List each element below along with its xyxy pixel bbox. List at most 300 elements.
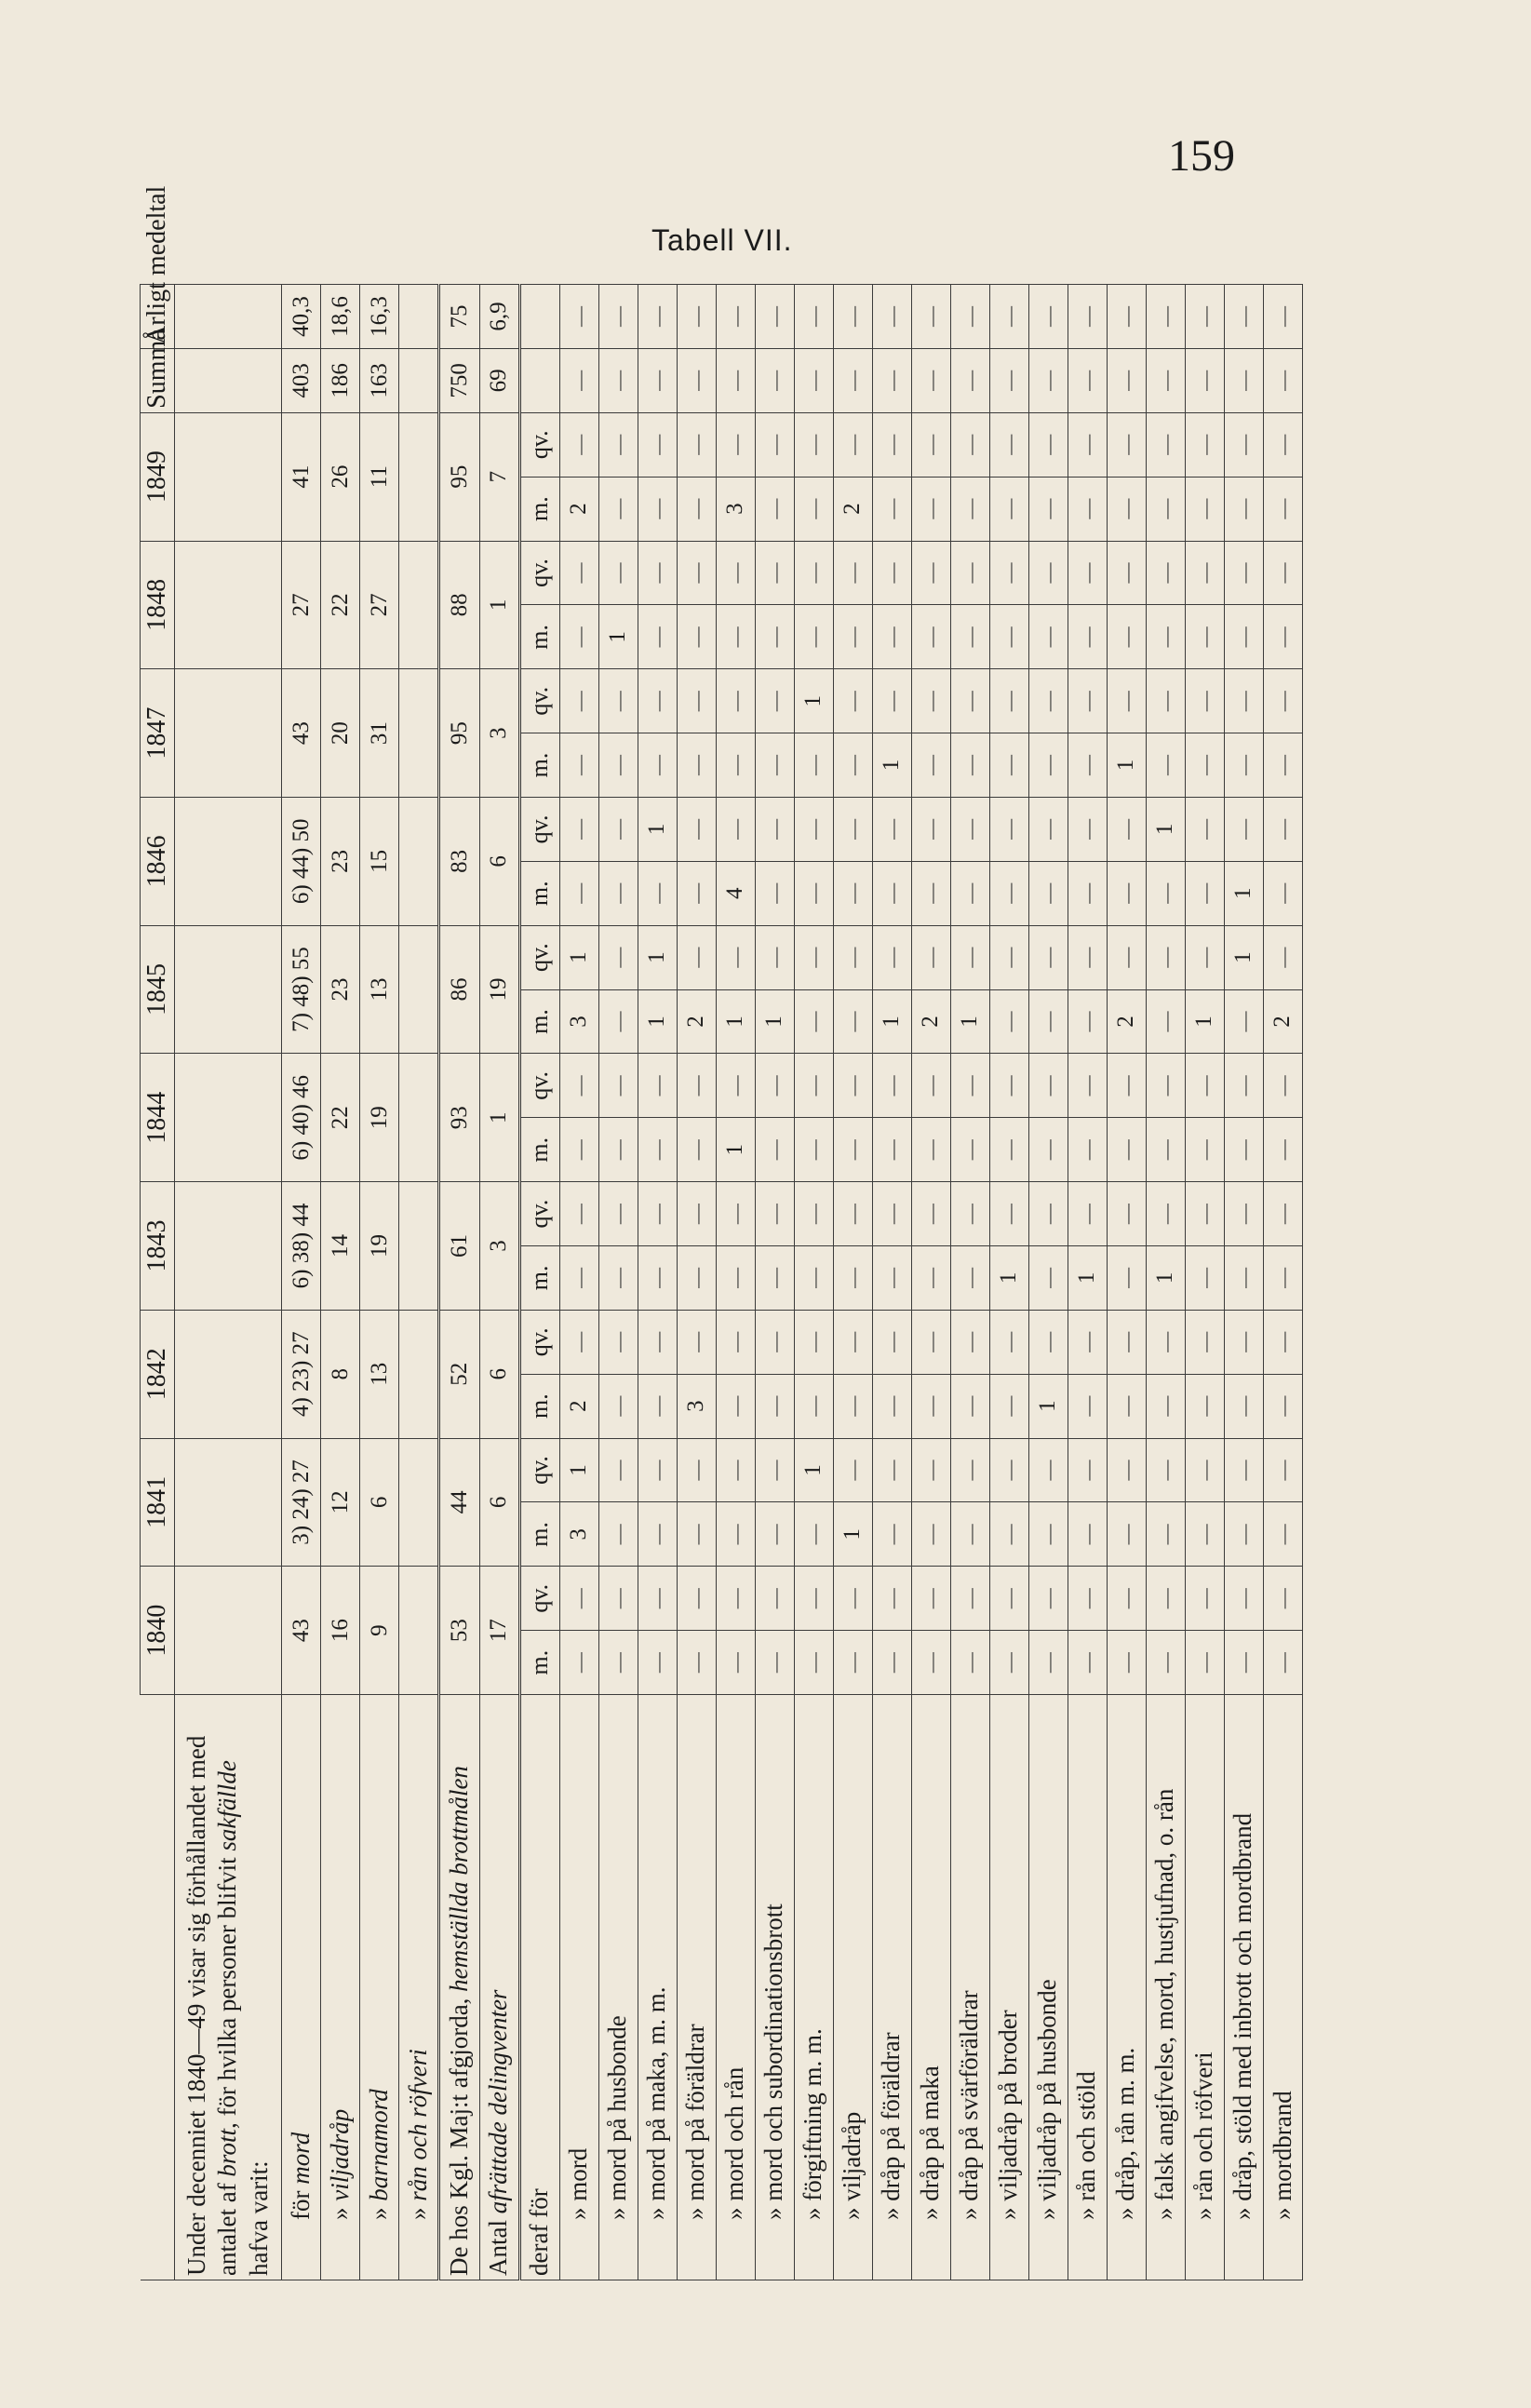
value-cell <box>399 1567 439 1695</box>
male-value: — <box>1028 733 1068 798</box>
male-value: — <box>1185 1631 1224 1695</box>
female-value: — <box>677 541 716 605</box>
male-value: — <box>1028 477 1068 541</box>
female-value: — <box>1146 412 1185 477</box>
female-value: — <box>1107 925 1146 989</box>
breakdown-prefix: » <box>1268 2200 1296 2220</box>
male-value: — <box>1185 1118 1224 1182</box>
male-value: — <box>755 1374 794 1438</box>
male-value: — <box>559 1245 598 1310</box>
female-value: — <box>833 1567 872 1631</box>
female-value: — <box>1146 1310 1185 1374</box>
female-value: — <box>1185 1567 1224 1631</box>
female-value: — <box>989 669 1028 733</box>
value-cell: 8 <box>321 1310 360 1438</box>
value-cell: 61 <box>439 1182 479 1311</box>
value-cell: 53 <box>439 1567 479 1695</box>
male-value: — <box>598 1374 638 1438</box>
female-value: — <box>1028 925 1068 989</box>
female-value: — <box>1028 1567 1068 1631</box>
male-value: — <box>677 733 716 798</box>
female-value: — <box>794 1182 833 1246</box>
female-value: — <box>1146 541 1185 605</box>
male-value: — <box>638 733 677 798</box>
year-header: 1847 <box>141 669 175 798</box>
male-value: — <box>677 861 716 925</box>
breakdown-row <box>716 285 755 2280</box>
female-value: — <box>1028 1310 1068 1374</box>
male-value: — <box>1146 1374 1185 1438</box>
value-cell <box>399 1182 439 1311</box>
value-cell: 15 <box>360 797 399 925</box>
breakdown-prefix: » <box>564 2200 593 2220</box>
female-value: — <box>1185 669 1224 733</box>
breakdown-prefix: » <box>1111 2200 1140 2220</box>
female-value: — <box>755 412 794 477</box>
value-cell: 17 <box>479 1567 519 1695</box>
female-value: — <box>1068 1438 1107 1502</box>
male-value: — <box>911 1245 950 1310</box>
intro-brott: brott, <box>213 2122 242 2177</box>
female-value: — <box>1146 925 1185 989</box>
male-value: — <box>1107 1374 1146 1438</box>
sex-header-row <box>519 285 559 2280</box>
female-value: — <box>950 1310 989 1374</box>
female-value: — <box>950 412 989 477</box>
summa-cell: — <box>989 348 1028 412</box>
breakdown-row <box>598 285 638 2280</box>
female-value: — <box>794 1310 833 1374</box>
breakdown-label: » mord på maka, m. m. <box>638 1695 677 2280</box>
male-value: 1 <box>1068 1245 1107 1310</box>
female-value: — <box>833 541 872 605</box>
breakdown-prefix: » <box>603 2200 632 2220</box>
female-value: — <box>989 541 1028 605</box>
year-header: 1843 <box>141 1182 175 1311</box>
male-value: — <box>1028 1245 1068 1310</box>
male-value: 1 <box>872 733 911 798</box>
summa-cell: — <box>950 348 989 412</box>
value-cell: 7) 48) 55 <box>282 925 321 1054</box>
breakdown-label: » falsk angifvelse, mord, hustjufnad, o. rån <box>1146 1695 1185 2280</box>
female-value: — <box>911 1567 950 1631</box>
male-value: — <box>833 861 872 925</box>
year-header: 1849 <box>141 412 175 541</box>
female-value: — <box>1263 1182 1302 1246</box>
male-value: — <box>1263 605 1302 669</box>
value-cell: 41 <box>282 412 321 541</box>
female-value: — <box>1068 925 1107 989</box>
male-value: 1 <box>1107 733 1146 798</box>
breakdown-label: » dråp, stöld med inbrott och mordbrand <box>1224 1695 1263 2280</box>
value-cell: 86 <box>439 925 479 1054</box>
male-value: — <box>1224 1118 1263 1182</box>
female-value: — <box>1263 1310 1302 1374</box>
medeltal-cell: — <box>1224 285 1263 349</box>
female-value: — <box>598 1438 638 1502</box>
female-subheader: qv. <box>519 1054 559 1118</box>
female-value: — <box>755 1567 794 1631</box>
female-value: — <box>1107 1054 1146 1118</box>
male-value: 3 <box>559 989 598 1054</box>
female-value: — <box>677 925 716 989</box>
female-value: — <box>1028 1438 1068 1502</box>
female-value: — <box>911 797 950 861</box>
male-value: — <box>1263 1245 1302 1310</box>
female-value: — <box>794 1567 833 1631</box>
breakdown-row <box>1224 285 1263 2280</box>
male-value: — <box>911 1502 950 1567</box>
female-value: — <box>677 1054 716 1118</box>
female-value: — <box>1263 1438 1302 1502</box>
male-value: — <box>1224 605 1263 669</box>
breakdown-prefix: » <box>1033 2200 1062 2220</box>
male-value: — <box>755 1118 794 1182</box>
medeltal-cell: — <box>911 285 950 349</box>
male-value: — <box>1107 1631 1146 1695</box>
value-cell: 31 <box>360 669 399 798</box>
male-value: — <box>833 733 872 798</box>
female-value: — <box>716 1567 755 1631</box>
male-value: — <box>1224 1631 1263 1695</box>
breakdown-label: » dråp på föräldrar <box>872 1695 911 2280</box>
year-header: 1841 <box>141 1438 175 1567</box>
male-value: — <box>1263 1374 1302 1438</box>
medeltal-cell: — <box>1146 285 1185 349</box>
female-value: — <box>950 1182 989 1246</box>
value-cell: 44 <box>439 1438 479 1567</box>
female-value: — <box>1028 1054 1068 1118</box>
male-value: — <box>872 1118 911 1182</box>
blank-cell <box>519 285 559 349</box>
female-value: — <box>677 1182 716 1246</box>
blank-cell <box>175 1182 282 1311</box>
page-number: 159 <box>1168 131 1235 181</box>
crime-row <box>282 285 321 2280</box>
male-value: — <box>755 1245 794 1310</box>
year-header: 1848 <box>141 541 175 669</box>
summa-cell: 750 <box>439 348 479 412</box>
blank-cell <box>175 669 282 798</box>
male-value: — <box>1028 989 1068 1054</box>
male-value: — <box>872 861 911 925</box>
female-subheader: qv. <box>519 1182 559 1246</box>
value-cell: 22 <box>321 1054 360 1182</box>
breakdown-prefix: » <box>1229 2200 1257 2220</box>
female-value: — <box>755 1054 794 1118</box>
female-subheader: qv. <box>519 1438 559 1502</box>
female-value: — <box>755 541 794 605</box>
male-value: — <box>1068 477 1107 541</box>
crime-prefix: » <box>326 2200 354 2220</box>
female-value: — <box>794 541 833 605</box>
table-caption: Tabell VII. <box>651 223 793 257</box>
female-value: — <box>989 1182 1028 1246</box>
medeltal-cell: 18,6 <box>321 285 360 349</box>
male-value: — <box>872 1374 911 1438</box>
female-value: — <box>598 797 638 861</box>
female-value: — <box>989 412 1028 477</box>
male-value: — <box>1185 605 1224 669</box>
male-value: — <box>872 477 911 541</box>
male-value: — <box>559 605 598 669</box>
female-value: — <box>1224 412 1263 477</box>
male-value: 1 <box>755 989 794 1054</box>
value-cell: 83 <box>439 797 479 925</box>
male-value: 1 <box>989 1245 1028 1310</box>
breakdown-prefix: » <box>1189 2200 1218 2220</box>
male-value: — <box>1068 989 1107 1054</box>
breakdown-prefix: » <box>994 2200 1023 2220</box>
female-value: — <box>1028 541 1068 605</box>
female-value: — <box>872 1054 911 1118</box>
female-value: — <box>872 1567 911 1631</box>
male-value: — <box>1068 1374 1107 1438</box>
male-value: — <box>872 605 911 669</box>
female-value: — <box>1146 1567 1185 1631</box>
breakdown-row <box>1263 285 1302 2280</box>
female-value: — <box>872 1438 911 1502</box>
female-value: — <box>950 1567 989 1631</box>
female-value: — <box>989 1310 1028 1374</box>
case-label-italic: afrättade delingventer <box>484 1989 513 2214</box>
female-value: — <box>911 1310 950 1374</box>
female-value: — <box>911 925 950 989</box>
male-value: 2 <box>1107 989 1146 1054</box>
male-value: — <box>950 1245 989 1310</box>
medeltal-cell: — <box>677 285 716 349</box>
value-cell: 23 <box>321 797 360 925</box>
value-cell: 88 <box>439 541 479 669</box>
female-value: — <box>1224 1182 1263 1246</box>
female-value: — <box>598 669 638 733</box>
medeltal-cell: — <box>1185 285 1224 349</box>
female-value: — <box>872 412 911 477</box>
male-value: — <box>1028 861 1068 925</box>
male-value: 4 <box>716 861 755 925</box>
summa-cell: 69 <box>479 348 519 412</box>
male-value: — <box>1185 861 1224 925</box>
breakdown-row <box>1107 285 1146 2280</box>
female-value: — <box>833 797 872 861</box>
male-value: — <box>716 1374 755 1438</box>
male-subheader: m. <box>519 605 559 669</box>
female-value: — <box>1185 541 1224 605</box>
breakdown-row <box>872 285 911 2280</box>
summa-cell: — <box>872 348 911 412</box>
value-cell: 6) 44) 50 <box>282 797 321 925</box>
male-value: — <box>833 989 872 1054</box>
case-label: De hos Kgl. Maj:t afgjorda, hemställda brottmålen <box>439 1695 479 2280</box>
female-value: — <box>833 1054 872 1118</box>
male-value: — <box>833 1118 872 1182</box>
female-value: — <box>1185 1182 1224 1246</box>
male-value: — <box>950 1118 989 1182</box>
male-value: — <box>559 1118 598 1182</box>
male-value: — <box>677 477 716 541</box>
female-value: — <box>911 541 950 605</box>
male-value: — <box>598 989 638 1054</box>
male-value: — <box>872 1502 911 1567</box>
male-value: — <box>794 477 833 541</box>
male-value: — <box>1146 477 1185 541</box>
medeltal-cell: — <box>989 285 1028 349</box>
breakdown-prefix: » <box>838 2200 866 2220</box>
male-value: — <box>989 1118 1028 1182</box>
male-value: — <box>1146 989 1185 1054</box>
value-cell <box>399 1438 439 1567</box>
value-cell: 19 <box>360 1054 399 1182</box>
female-value: 1 <box>1224 925 1263 989</box>
male-value: — <box>716 1502 755 1567</box>
female-value: — <box>638 1182 677 1246</box>
female-value: — <box>677 1567 716 1631</box>
female-value: — <box>716 669 755 733</box>
male-value: — <box>1107 1118 1146 1182</box>
male-value: 2 <box>559 477 598 541</box>
female-value: — <box>677 669 716 733</box>
medeltal-cell: — <box>716 285 755 349</box>
male-value: 2 <box>833 477 872 541</box>
male-value: — <box>989 733 1028 798</box>
year-header: 1844 <box>141 1054 175 1182</box>
male-value: — <box>1185 1245 1224 1310</box>
male-value: 1 <box>1185 989 1224 1054</box>
value-cell: 16 <box>321 1567 360 1695</box>
female-value: — <box>872 669 911 733</box>
male-value: — <box>1146 1118 1185 1182</box>
female-value: — <box>1107 412 1146 477</box>
male-value: — <box>638 1374 677 1438</box>
breakdown-label: » viljadråp på broder <box>989 1695 1028 2280</box>
crime-name: rån och röfveri <box>404 2049 433 2201</box>
breakdown-label: » mord <box>559 1695 598 2280</box>
summa-header: Summa <box>141 348 175 412</box>
medeltal-cell: — <box>872 285 911 349</box>
summa-cell: — <box>1185 348 1224 412</box>
female-value: — <box>598 1310 638 1374</box>
medeltal-cell: — <box>638 285 677 349</box>
female-value: — <box>638 1567 677 1631</box>
male-value: — <box>911 861 950 925</box>
male-value: — <box>638 861 677 925</box>
summa-cell: — <box>638 348 677 412</box>
intro-row <box>175 285 282 2280</box>
blank-cell <box>175 1310 282 1438</box>
female-value: — <box>638 669 677 733</box>
male-subheader: m. <box>519 477 559 541</box>
medeltal-cell: — <box>598 285 638 349</box>
female-value: — <box>755 669 794 733</box>
male-value: — <box>677 1631 716 1695</box>
male-value: — <box>1185 733 1224 798</box>
value-cell <box>399 797 439 925</box>
male-value: — <box>1028 1118 1068 1182</box>
female-value: — <box>1224 541 1263 605</box>
value-cell: 95 <box>439 412 479 541</box>
female-value: — <box>794 412 833 477</box>
female-value: — <box>716 1438 755 1502</box>
female-value: — <box>1263 541 1302 605</box>
breakdown-label: » förgiftning m. m. <box>794 1695 833 2280</box>
female-value: — <box>1263 797 1302 861</box>
female-value: — <box>950 541 989 605</box>
male-value: — <box>794 733 833 798</box>
male-value: 3 <box>559 1502 598 1567</box>
value-cell <box>399 669 439 798</box>
medeltal-cell: 75 <box>439 285 479 349</box>
summa-cell: — <box>1107 348 1146 412</box>
medeltal-cell <box>399 285 439 349</box>
medeltal-cell: 6,9 <box>479 285 519 349</box>
summa-cell: — <box>911 348 950 412</box>
female-value: 1 <box>794 669 833 733</box>
male-value: 2 <box>911 989 950 1054</box>
summa-cell: — <box>794 348 833 412</box>
breakdown-label: » viljadråp <box>833 1695 872 2280</box>
medeltal-cell: — <box>1068 285 1107 349</box>
breakdown-label: » rån och röfveri <box>1185 1695 1224 2280</box>
breakdown-row <box>559 285 598 2280</box>
crime-name: mord <box>287 2132 315 2185</box>
female-value: — <box>598 925 638 989</box>
male-value: 1 <box>950 989 989 1054</box>
male-value: — <box>911 1118 950 1182</box>
female-subheader: qv. <box>519 1567 559 1631</box>
male-value: — <box>950 861 989 925</box>
female-value: — <box>989 1567 1028 1631</box>
medeltal-cell: 16,3 <box>360 285 399 349</box>
male-value: — <box>755 733 794 798</box>
male-value: 1 <box>872 989 911 1054</box>
female-value: 1 <box>638 925 677 989</box>
value-cell: 6 <box>479 797 519 925</box>
male-value: 1 <box>598 605 638 669</box>
male-value: — <box>1107 861 1146 925</box>
male-value: — <box>1185 477 1224 541</box>
male-value: — <box>598 477 638 541</box>
female-subheader: qv. <box>519 797 559 861</box>
female-value: — <box>1068 1182 1107 1246</box>
female-value: — <box>911 1182 950 1246</box>
breakdown-label: » mord på husbonde <box>598 1695 638 2280</box>
female-value: — <box>1146 1438 1185 1502</box>
female-value: — <box>911 1438 950 1502</box>
value-cell: 22 <box>321 541 360 669</box>
breakdown-prefix: » <box>642 2200 671 2220</box>
female-value: — <box>677 1438 716 1502</box>
female-value: — <box>1146 1054 1185 1118</box>
intro-sakfallde: sakfällde <box>213 1760 242 1851</box>
male-value: 1 <box>716 1118 755 1182</box>
female-value: 1 <box>638 797 677 861</box>
male-subheader: m. <box>519 1245 559 1310</box>
female-value: — <box>833 1182 872 1246</box>
value-cell: 20 <box>321 669 360 798</box>
value-cell: 14 <box>321 1182 360 1311</box>
female-value: — <box>989 1438 1028 1502</box>
value-cell: 52 <box>439 1310 479 1438</box>
summa-cell: — <box>1224 348 1263 412</box>
male-value: — <box>989 1631 1028 1695</box>
male-value: 1 <box>638 989 677 1054</box>
male-value: 1 <box>1146 1245 1185 1310</box>
female-value: 1 <box>794 1438 833 1502</box>
summa-cell: — <box>1028 348 1068 412</box>
female-value: — <box>1068 1310 1107 1374</box>
male-value: — <box>1263 1118 1302 1182</box>
female-value: — <box>559 1310 598 1374</box>
